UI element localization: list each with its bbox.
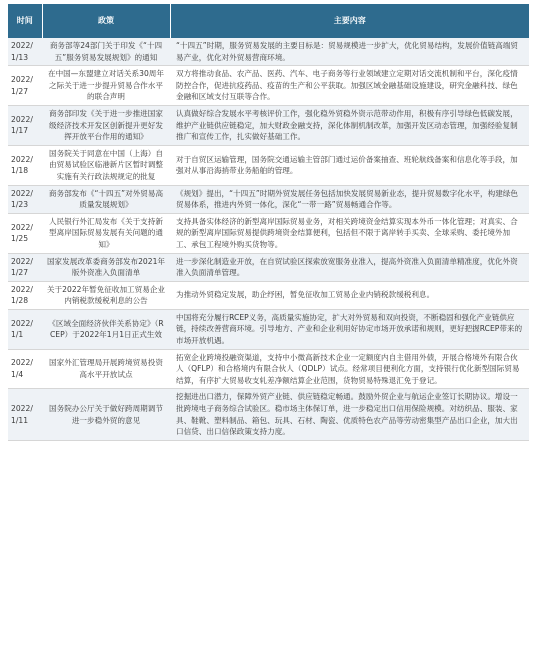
row-date: 2022/1/13 [8,38,42,66]
row-policy: 国务院办公厅关于做好跨周期调节进一步稳外贸的意见 [42,389,170,440]
row-policy: 国家发展改革委商务部发布2021年版外资准入负面清单 [42,253,170,281]
row-policy: 商务部发布《“十四五”对外贸易高质量发展规划》 [42,185,170,213]
table-row [8,145,529,185]
table-row [8,349,529,389]
row-date: 2022/1/11 [8,389,42,440]
table-row [8,213,529,253]
policy-table [8,4,529,441]
row-policy: 人民银行外汇局发布《关于支持新型离岸国际贸易发展有关问题的通知》 [42,213,170,253]
table-row [8,38,529,66]
row-date: 2022/1/23 [8,185,42,213]
table-row [8,309,529,349]
row-policy: 商务部印发《关于进一步推进国家级经济技术开发区创新提升更好发挥开放平台作用的通知》 [42,105,170,145]
table-row [8,253,529,281]
row-policy: 在中国—东盟建立对话关系30周年之际关于进一步提升贸易合作水平的联合声明 [42,66,170,106]
table-row [8,389,529,440]
row-date: 2022/1/28 [8,281,42,309]
row-policy: 国家外汇管理局开展跨境贸易投资高水平开放试点 [42,349,170,389]
row-content: 《规划》提出，“十四五”时期外贸发展任务包括加快发展贸易新业态，提升贸易数字化水平，构建绿色贸易体系，推进内外贸一体化，深化“一带一路”贸易畅通合作等。 [170,185,529,213]
row-date: 2022/1/4 [8,349,42,389]
table-row [8,66,529,106]
row-content: 拓宽企业跨境投融资渠道，支持中小微高新技术企业一定额度内自主借用外债，开展合格境外有限合伙人（QFLP）和合格境内有限合伙人（QDLP）试点。经常项目便利化方面，支持银行优化新型国际贸易结算，有序扩大贸易收支轧差净额结算企业范围，货物贸易特殊退汇免于登记。 [170,349,529,389]
row-date: 2022/1/1 [8,309,42,349]
row-date: 2022/1/27 [8,253,42,281]
row-date: 2022/1/27 [8,66,42,106]
row-content: 支持具备实体经济的新型离岸国际贸易业务，对相关跨境资金结算实现本外币一体化管理；对真实、合规的新型离岸国际贸易提供跨境资金结算便利，包括但不限于离岸转手买卖、全球采购、委托境外加工、承包工程境外购买货物等。 [170,213,529,253]
table-row [8,281,529,309]
row-content: 挖掘进出口潜力，保障外贸产业链、供应链稳定畅通。鼓励外贸企业与航运企业签订长期协议。增设一批跨境电子商务综合试验区。稳市场主体保订单，进一步稳定出口信用保险规模。对纺织品、服装、家具、鞋靴、塑料制品、箱包、玩具、石材、陶瓷、优质特色农产品等劳动密集型产品出口企业，加大出口信贷、出口信保政策支持力度。 [170,389,529,440]
row-content: 认真做好综合发展水平考核评价工作，强化稳外贸稳外资示范带动作用，积极有序引导绿色低碳发展，维护产业链供应链稳定，加大财政金融支持，深化体制机制改革，加强开发区动态管理，加强经验复制推广和宣传工作，扎实做好基础工作。 [170,105,529,145]
row-date: 2022/1/25 [8,213,42,253]
header-content: 主要内容 [170,4,529,38]
row-policy: 《区域全面经济伙伴关系协定》（RCEP）于2022年1月1日正式生效 [42,309,170,349]
row-date: 2022/1/18 [8,145,42,185]
header-date: 时间 [8,4,42,38]
row-policy: 关于2022年暂免征收加工贸易企业内销税款缓税利息的公告 [42,281,170,309]
row-policy: 国务院关于同意在中国（上海）自由贸易试验区临港新片区暂时调整实施有关行政法规规定的批复 [42,145,170,185]
row-date: 2022/1/17 [8,105,42,145]
row-content: 为推动外贸稳定发展，助企纾困，暂免征收加工贸易企业内销税款缓税利息。 [170,281,529,309]
table-row [8,105,529,145]
row-content: 中国将充分履行RCEP义务，高质量实施协定，扩大对外贸易和双向投资，不断稳固和强化产业链供应链，持续改善营商环境。引导地方、产业和企业利用好协定市场开放承诺和规则，更好把握RCEP带来的市场开放机遇。 [170,309,529,349]
row-policy: 商务部等24部门关于印发《“十四五”服务贸易发展规划》的通知 [42,38,170,66]
policy-table-container [8,4,529,441]
row-content: 对于自贸区运输管理，国务院交通运输主管部门通过运价备案抽查、班轮航线备案和信息化等手段，加强对从事沿海捎带业务船舶的管理。 [170,145,529,185]
table-header-row [8,4,529,38]
row-content: 进一步深化制造业开放，在自贸试验区探索放宽服务业准入，提高外资准入负面清单精准度，优化外资准入负面清单管理。 [170,253,529,281]
header-policy: 政策 [42,4,170,38]
row-content: “十四五”时期，服务贸易发展的主要目标是：贸易规模进一步扩大，优化贸易结构，发展价值链高端贸易产业，优化对外贸易营商环境。 [170,38,529,66]
row-content: 双方将推动食品、农产品、医药、汽车、电子商务等行业领域建立定期对话交流机制和平台，深化疫情防控合作，促进抗疫药品、疫苗的生产和公平获取。加强区域金融基础设施建设，研究金融科技、绿色金融和区域支付互联等合作。 [170,66,529,106]
table-row [8,185,529,213]
